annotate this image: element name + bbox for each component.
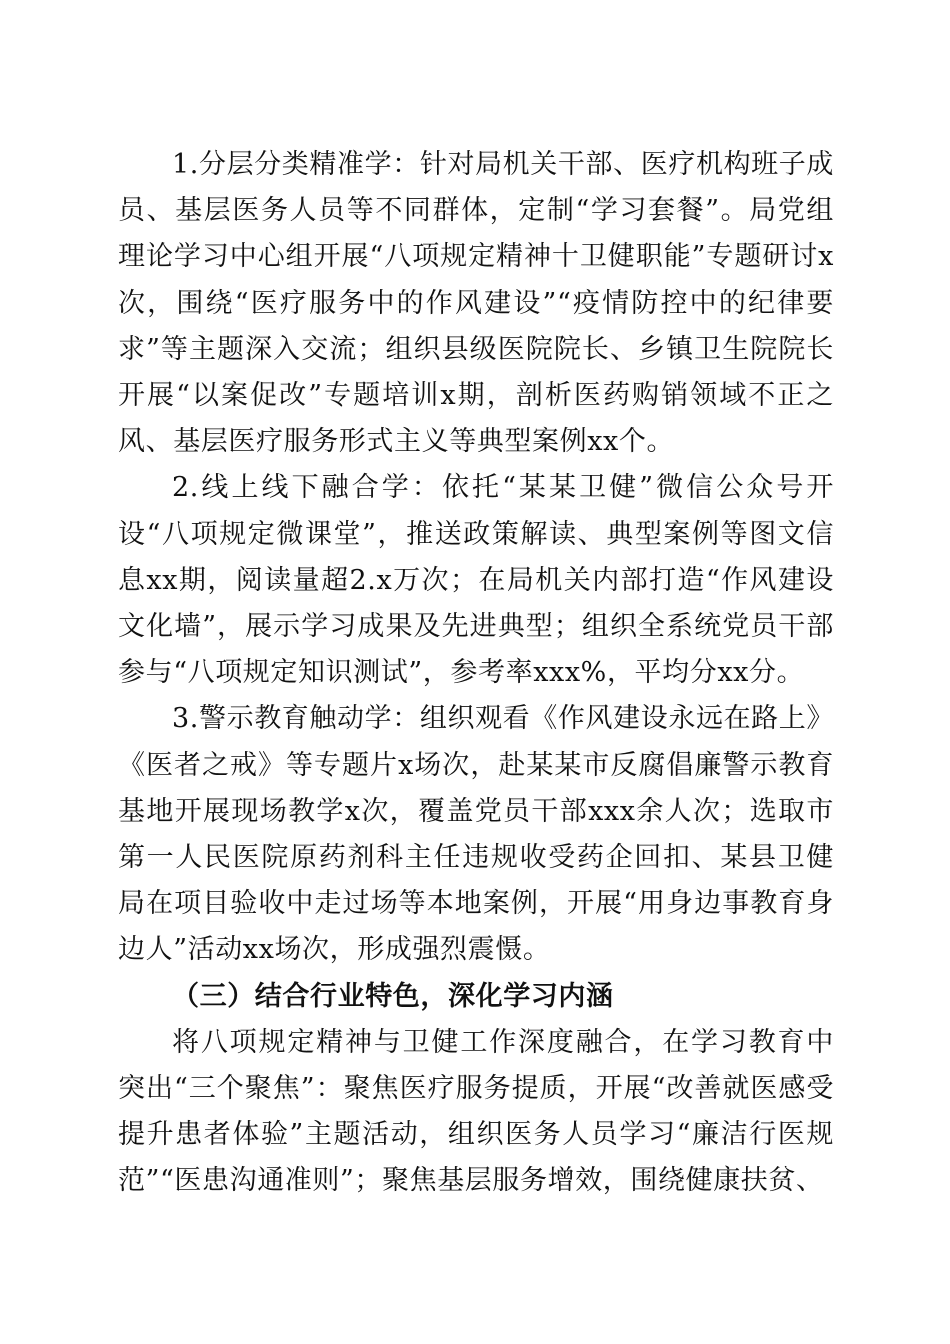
paragraph-layered-learning: 1.分层分类精准学：针对局机关干部、医疗机构班子成员、基层医务人员等不同群体，定制“学习套餐”。局党组理论学习中心组开展“八项规定精神十卫健职能”专题研讨x次，围绕“医疗服务中的作风建设”“疫情防控中的纪律要求”等主题深入交流；组织县级医院院长、乡镇卫生院院长开展“以案促改”专题培训x期，剖析医药购销领域不正之风、基层医疗服务形式主义等典型案例xx个。 [118,149,834,458]
paragraph-warning-education: 3.警示教育触动学：组织观看《作风建设永远在路上》《医者之戒》等专题片x场次，赴某某市反腐倡廉警示教育基地开展现场教学x次，覆盖党员干部xxx余人次；选取市第一人民医院原药剂科主任违规收受药企回扣、某县卫健局在项目验收中走过场等本地案例，开展“用身边事教育身边人”活动xx场次，形成强烈震慑。 [118,703,834,966]
paragraph-online-offline-learning: 2.线上线下融合学：依托“某某卫健”微信公众号开设“八项规定微课堂”，推送政策解读、典型案例等图文信息xx期，阅读量超2.x万次；在局机关内部打造“作风建设文化墙”，展示学习成果及先进典型；组织全系统党员干部参与“八项规定知识测试”，参考率xxx%，平均分xx分。 [118,472,834,689]
section-heading: （三）结合行业特色，深化学习内涵 [172,980,614,1012]
paragraph-industry-integration: 将八项规定精神与卫健工作深度融合，在学习教育中突出“三个聚焦”：聚焦医疗服务提质，开展“改善就医感受提升患者体验”主题活动，组织医务人员学习“廉洁行医规范”“医患沟通准则”；聚焦基层服务增效，围绕健康扶贫、 [118,1026,834,1197]
document-body [118,142,834,1205]
